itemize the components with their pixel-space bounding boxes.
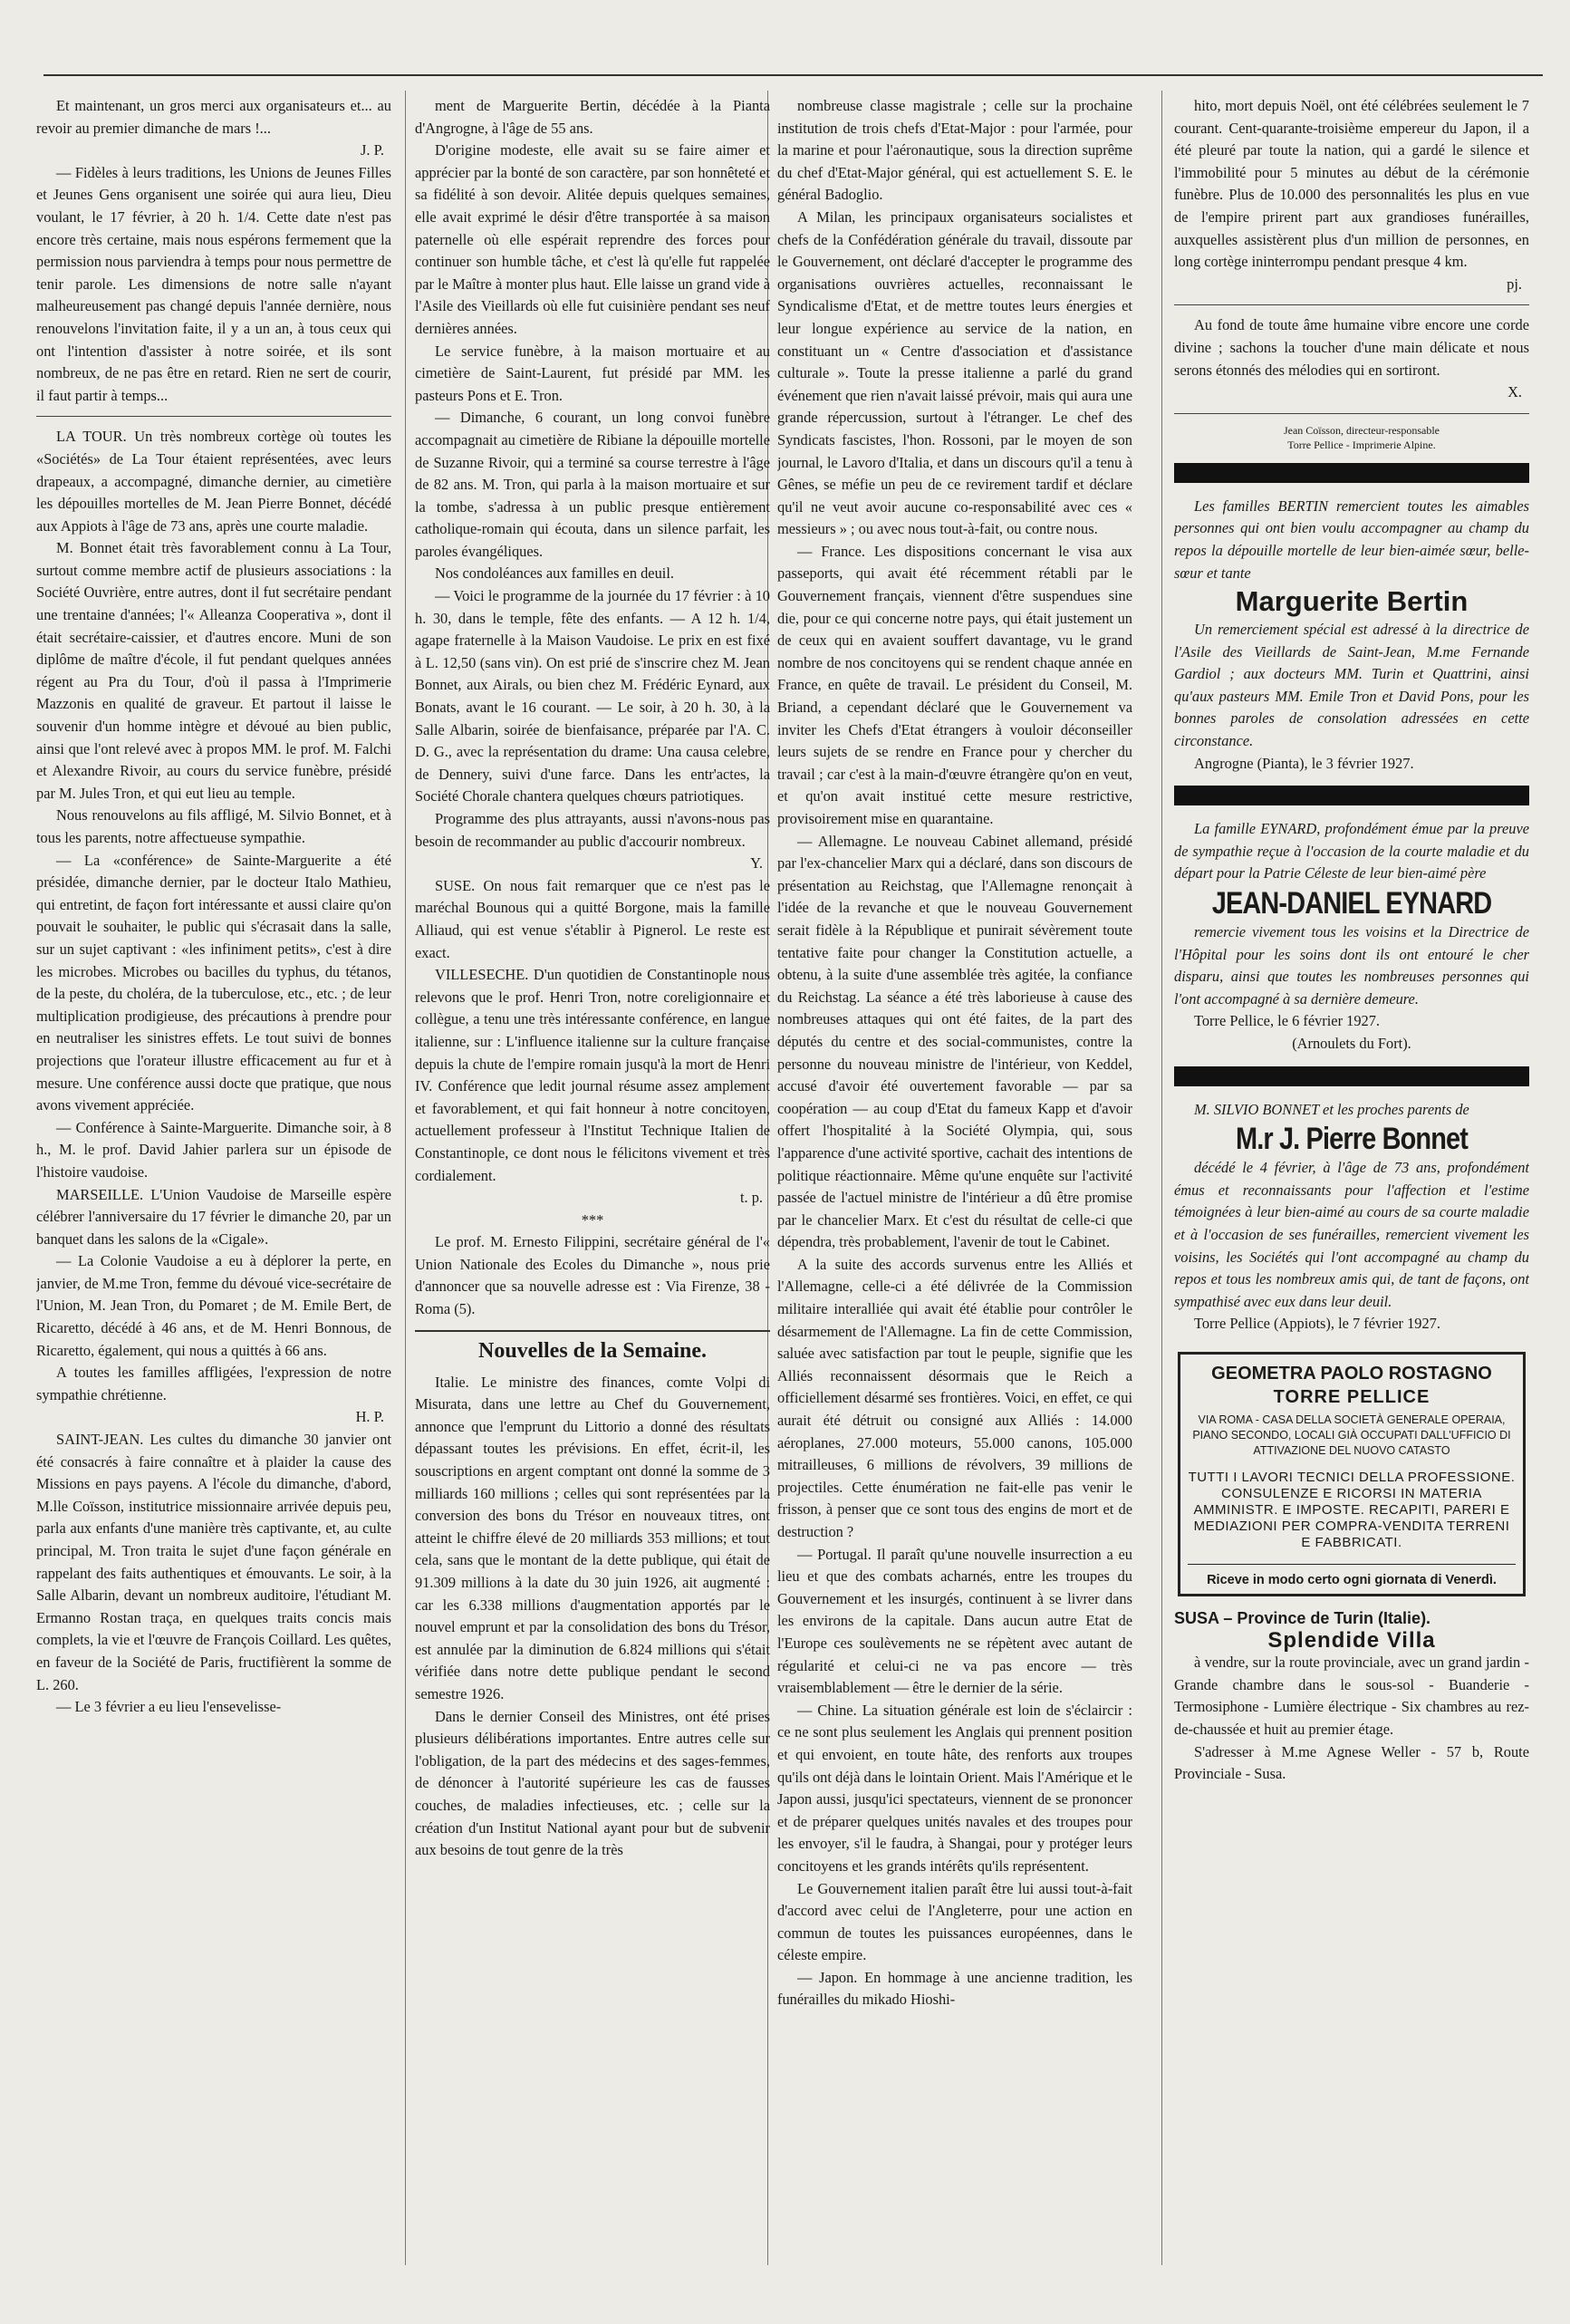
advertisement-rostagno xyxy=(1178,1352,1526,1596)
ad-villa-heading: Splendide Villa xyxy=(1267,1627,1436,1653)
divider xyxy=(36,416,391,417)
paragraph: — Chine. La situation générale est loin de s'éclaircir : ce ne sont plus seulement les Anglais qui prennent position et qui envoient, en toute hâte, des renforts aux troupes qu'ils ont déjà dans le lointain Orient. Mais l'Amérique et le Japon aussi, jusqu'ici spectateurs, viennent de se prononcer et de préparer quelques unités navales et des troupes pour les envoyer, s'il le faudra, à Shangai, pour y protéger leurs concitoyens et les grands intérêts qu'ils représentent. xyxy=(777,1701,1132,1875)
column-4 xyxy=(1174,95,1529,2270)
paragraph: — Allemagne. Le nouveau Cabinet allemand, présidé par l'ex-chancelier Marx qui a déclaré, dans son discours de présentation au Reichstag, que l'Allemagne renonçait à l'idée de la revanche et que le nouveau Gouvernement serait fidèle à la République et punirait sévèrement toute tentative faite pour changer la Constitution actuelle, a obtenu, à la suite d'une assemblée très agitée, la confiance du Reichstag. La séance a été très laborieuse à cause des nombreuses attaques qui ont été faites, de la part des députés du centre et des social-communistes, contre la personne du nouveau ministre de l'intérieur, von Keddel, accusé d'avoir été ouvertement favorable — par sa coopération — au coup d'Etat du fameux Kapp et d'avoir offert l'hospitalité à la Société Olympia, qui, sous l'apparence d'une activité sportive, cachait des intentions de politique réactionnaire. Même qu'une enquête sur l'activité passée de l'actuel ministre de l'intérieur a dû être promise par le chancelier Marx. Et c'est du résultat de celle-ci que dépendra, très probablement, l'avenir de tout le Cabinet. xyxy=(777,832,1132,1251)
notice-eynard xyxy=(1174,818,1529,1055)
paragraph: — Portugal. Il paraît qu'une nouvelle insurrection a eu lieu et que des combats acharnés, entre les troupes du Gouvernement et les insurgés, continuent à se livrer dans les environs de la capitale. Dans aucun autre Etat de l'Europe ces soulèvements ne se répètent avec autant de régularité et celui-ci ne va pas encore — très vraisemblablement — être le dernier de la série. xyxy=(777,1545,1132,1697)
paragraph: — Japon. En hommage à une ancienne tradition, les funérailles du mikado Hioshi- xyxy=(777,1968,1132,2009)
paragraph: Italie. Le ministre des finances, comte Volpi di Misurata, dans une lettre au Chef du Gouvernement, annonce que l'emprunt du Littorio a donné des résultats dépassant toutes les prévisions. En effet, écrit-il, les souscriptions en argent comptant ont donné la somme de 3 milliards 160 millions ; celles qui sont représentées par la conversion des bons du Trésor en nouveaux titres, ont atteint le chiffre élevé de 20 milliards 353 millions; et tout cela, sans que le montant de la dette publique, qui était de 91.309 millions à la date du 30 juin 1926, ait augmenté : car les 6.338 millions d'augmentation apportés par le nouvel emprunt et par la consolidation des bons du Trésor, est annulée par la diminution de 6.824 millions qui s'était vérifiée dans notre dette publique pendant le second semestre 1926. xyxy=(415,1373,770,1702)
ad-name: GEOMETRA PAOLO ROSTAGNO xyxy=(1211,1363,1492,1384)
paragraph: — Fidèles à leurs traditions, les Unions de Jeunes Filles et Jeunes Gens organisent une soirée qui aura lieu, Dieu voulant, le 17 février, à 20 h. 1/4. Cette date n'est pas encore très certaine, mais nous espérons fermement que la permission nous parviendra à temps pour nous permettre de tenir parole. Les dimensions de notre salle n'ayant malheureusement pas changé depuis l'année dernière, nous renouvelons l'invitation faite, il y a un an, à tous ceux qui ont l'intention d'assister à notre soirée, et ils sont nombreux, de ne pas être en retard. Rien ne sert de courir, il faut partir à temps... xyxy=(36,163,391,404)
signature: H. P. xyxy=(355,1408,384,1426)
paragraph: — France. Les dispositions concernant le visa aux passeports, qui avait été récemment rétabli par le Gouvernement français, viennent d'être suspendues sine die, pour ce qui concerne notre pays, qui était justement un de ceux qui en avaient souffert davantage, vu le grand nombre de nos concitoyens qui se rendent chaque année en France, en quête de travail. Le président du Conseil, M. Briand, a cependant déclaré que le Gouvernement va inviter les Chefs d'Etat étrangers à vouloir déconseiller leurs sujets de se rendre en France pour y chercher du travail ; car c'est à la main-d'œuvre étrangère qu'on en veut, et qu'on avait institué cette mesure restrictive, provisoirement mise en quarantaine. xyxy=(777,542,1132,827)
paragraph: Le prof. M. Ernesto Filippini, secrétaire général de l'« Union Nationale des Ecoles du Dimanche », nous prie d'annoncer que sa nouvelle adresse est : Via Firenze, 38 - Roma (5). xyxy=(415,1233,770,1318)
black-bar xyxy=(1174,786,1529,805)
divider xyxy=(1174,413,1529,414)
paragraph: Le Gouvernement italien paraît être lui aussi tout-à-fait d'accord avec celui de l'Angleterre, pour une action en commun de toutes les puissances européennes, dans le céleste empire. xyxy=(777,1879,1132,1964)
paragraph: Le service funèbre, à la maison mortuaire et au cimetière de Saint-Laurent, fut présidé par MM. les pasteurs Pons et E. Tron. xyxy=(415,342,770,404)
signature: X. xyxy=(1507,383,1522,401)
paragraph: — Le 3 février a eu lieu l'ensevelisse- xyxy=(56,1698,282,1716)
paragraph: Nos condoléances aux familles en deuil. xyxy=(435,564,674,583)
black-bar xyxy=(1174,1066,1529,1086)
signature: pj. xyxy=(1507,275,1522,293)
paragraph: — Conférence à Sainte-Marguerite. Dimanche soir, à 8 h., M. le prof. David Jahier parlera sur un épisode de l'histoire vaudoise. xyxy=(36,1118,391,1181)
divider xyxy=(1174,304,1529,305)
notice-place-detail: (Arnoulets du Fort). xyxy=(1292,1035,1411,1052)
notice-place-date: Angrogne (Pianta), le 3 février 1927. xyxy=(1194,754,1414,772)
ad-town: TORRE PELLICE xyxy=(1273,1386,1430,1407)
paragraph: Dans le dernier Conseil des Ministres, ont été prises plusieurs délibérations importantes. Entre autres celle sur l'obligation, de la part des médecins et des sages-femmes, de dénoncer à l'autorité supérieure les cas de fausses couches, de maladies infectieuses, etc. ; celle sur la création d'un Institut National ayant pour but de subvenir aux besoins de tout genre de la très xyxy=(415,1707,770,1859)
notice-intro: Les familles BERTIN remercient toutes les aimables personnes qui ont bien voulu accompagner au champ du repos la dépouille mortelle de leur bien-aimée sœur, belle-sœur et tante xyxy=(1174,497,1529,582)
notice-intro: La famille EYNARD, profondément émue par la preuve de sympathie reçue à l'occasion de la courte maladie et du départ pour la Patrie Céleste de leur bien-aimé père xyxy=(1174,820,1529,882)
notice-intro: M. SILVIO BONNET et les proches parents de xyxy=(1194,1100,1469,1118)
paragraph: A la suite des accords survenus entre les Alliés et l'Allemagne, celle-ci a été délivrée de la Commission militaire interalliée qui avait été établie pour contrôler le désarmement de l'Allemagne. La fin de cette Commission, saluée avec satisfaction par tout le peuple, signifie que les Alliés reconnaissent désormais que le Reich a officiellement désarmé ses frontières. Voici, en effet, ce qui aurait été détruit ou consigné aux Alliés : 14.000 aéroplanes, 27.000 moteurs, 55.000 canons, 105.000 mitrailleuses, 6 millions de révolvers, 39 millions de projectiles. Cette énumération ne fait-elle pas venir le frisson, à penser que ce sont tous des engins de mort et de destruction ? xyxy=(777,1255,1132,1540)
ad-address: VIA ROMA - CASA DELLA SOCIETÀ GENERALE OPERAIA, PIANO SECONDO, LOCALI GIÀ OCCUPATI DALL'UFFICIO DI ATTIVAZIONE DEL NUOVO CATASTO xyxy=(1192,1413,1511,1457)
ad-villa-text: à vendre, sur la route provinciale, avec un grand jardin - Grande chambre dans le sous-sol - Buanderie - Termosiphone - Lumière électrique - Six chambres au rez-de-chaussée et huit au premier étage. xyxy=(1174,1654,1529,1738)
asterism: *** xyxy=(581,1210,604,1229)
ad-villa-contact: S'adresser à M.me Agnese Weller - 57 b, Route Provinciale - Susa. xyxy=(1174,1742,1529,1783)
notice-place-date: Torre Pellice, le 6 février 1927. xyxy=(1194,1012,1381,1030)
column-1 xyxy=(36,95,391,2270)
paragraph: — Dimanche, 6 courant, un long convoi funèbre accompagnait au cimetière de Ribiane la dépouille mortelle de Suzanne Rivoir, qui a terminé sa course terrestre à l'âge de 82 ans. M. Tron, qui parla à la maison mortuaire et sur la tombe, s'adressa à un public presque entièrement catholique-romain qui écouta, dans un silence parfait, les paroles évangéliques. xyxy=(415,409,770,560)
paragraph: VILLESECHE. D'un quotidien de Constantinople nous relevons que le prof. Henri Tron, notre coreligionnaire et collègue, a tenu une très intéressante conférence, en langue italienne, sur : L'influence italienne sur la culture française depuis la chute de l'empire romain jusqu'à la mort de Henri IV. Conférence que ledit journal résume assez amplement et favorablement, et qui fait honneur à notre concitoyen, actuellement professeur à l'Institut Technique Italien de Constantinople, ce dont nous le félicitons vivement et très cordialement. xyxy=(415,966,770,1184)
notice-thanks: décédé le 4 février, à l'âge de 73 ans, profondément émus et reconnaissants pour l'affection et l'estime témoignées à leur bien-aimé au cours de sa courte maladie et à l'occasion de ses funérailles, remercient vivement les voisins, les Sociétés qui l'ont accompagné au champ du repos et tous les nombreux amis qui, de tant de façons, ont sympathisé avec eux dans leur deuil. xyxy=(1174,1159,1529,1310)
paragraph: M. Bonnet était très favorablement connu à La Tour, surtout comme membre actif de plusieurs associations : la Société Ouvrière, entre autres, dont il fut secrétaire pendant une trentaine d'années; l'« Alleanza Cooperativa », dont il était secrétaire-caissier, et d'autres encore. Muni de son diplôme de maître d'école, il fut pendant quelques années régent au Pra du Tour, d'où il passa à l'Imprimerie Mazzonis en qualité de graveur. Et partout il laisse le souvenir d'un homme intègre et dévoué au bien public, ainsi que l'ont relevé avec à propos MM. le prof. M. Falchi et Alexandre Rivoir, au cours du service funèbre, présidé par M. Jules Tron, et qui eut lieu au temple. xyxy=(36,539,391,802)
paragraph: nombreuse classe magistrale ; celle sur la prochaine institution de trois chefs d'Etat-Major : pour l'armée, pour la marine et pour l'aéronautique, sous la direction suprême du chef d'Etat-Major général, qui est actuellement S. E. le général Badoglio. xyxy=(777,97,1132,204)
top-rule xyxy=(43,74,1543,76)
paragraph: Nous renouvelons au fils affligé, M. Silvio Bonnet, et à tous les parents, notre affectueuse sympathie. xyxy=(36,806,391,846)
paragraph: A toutes les familles affligées, l'expression de notre sympathie chrétienne. xyxy=(36,1364,391,1403)
paragraph: D'origine modeste, elle avait su se faire aimer et apprécier par la bonté de son caractère, par son honnêteté et sa fidélité à son devoir. Alitée depuis quelques semaines, elle avait exprimé le désir d'être transportée à sa maison paternelle où elle espérait reprendre des forces pour continuer son humble tâche, et c'est là qu'elle fut rappelée par le Maître à monter plus haut. Elle laisse un grand vide à l'Asile des Vieillards où elle fut cuisinière pendant ses neuf dernières années. xyxy=(415,141,770,337)
deceased-name: JEAN-DANIEL EYNARD xyxy=(1211,886,1492,921)
quote: Au fond de toute âme humaine vibre encore une corde divine ; sachons la toucher d'une main délicate et nous serons étonnés des mélodies qui en sortiront. xyxy=(1174,316,1529,379)
paragraph: Programme des plus attrayants, aussi n'avons-nous pas besoin de recommander au public d'accourir nombreux. xyxy=(415,810,770,850)
paragraph: Et maintenant, un gros merci aux organisateurs et... au revoir au premier dimanche de mars !... xyxy=(36,97,391,137)
ad-hours: Riceve in modo certo ogni giornata di Venerdì. xyxy=(1188,1564,1516,1588)
paragraph: — La «conférence» de Sainte-Marguerite a été présidée, dimanche dernier, par le docteur Italo Mathieu, qui entretint, de façon fort intéressante et aussi claire qu'on pouvait le souhaiter, le public qui s'écrasait dans la salle, sur un sujet captivant : «les infiniment petits», c'est à dire les microbes. Microbes ou bacilles du typhus, du tétanos, de la peste, du choléra, de la tuberculose, etc., etc. ; de leur multiplication prodigieuse, des précautions à prendre pour en neutraliser les sinistres effets. Le tout suivi de bonnes projections que l'orateur illustre efficacement au fur et à mesure. Une conférence aussi docte que pratique, que nous avons vivement appréciée. xyxy=(36,851,391,1114)
paragraph: MARSEILLE. L'Union Vaudoise de Marseille espère célébrer l'anniversaire du 17 février le dimanche 20, par un banquet dans les salons de la «Cigale». xyxy=(36,1185,391,1248)
paragraph: — La Colonie Vaudoise a eu à déplorer la perte, en janvier, de M.me Tron, femme du dévoué vice-secrétaire de l'Union, M. Jean Tron, du Pomaret ; de M. Emile Bert, de Ricaretto, décédé à 46 ans, et de M. Henri Bonnous, de Ricaretto, également, qui nous a quittés à 66 ans. xyxy=(36,1252,391,1359)
notice-thanks: remercie vivement tous les voisins et la Directrice de l'Hôpital pour les soins dont ils ont entouré le cher disparu, ainsi que toutes les nombreuses personnes qui l'ont accompagné à sa dernière demeure. xyxy=(1174,923,1529,1008)
column-separator xyxy=(1161,91,1162,2265)
paragraph: — Voici le programme de la journée du 17 février : à 10 h. 30, dans le temple, fête des enfants. — A 12 h. 1/4, agape fraternelle à la Maison Vaudoise. Le prix en est fixé à L. 12,50 (sans vin). On est prié de s'inscrire chez M. Jean Bonnet, aux Airals, ou bien chez M. Frédéric Eynard, aux Bonats, avant le 16 courant. — Le soir, à 20 h. 30, à la Salle Albarin, soirée de bienfaisance, préparée par l'A. C. D. G., avec la représentation du drame: Una causa celebre, de Dennery, suivi d'une farce. Dans les entr'actes, la Société Chorale chantera quelques chœurs patriotiques. xyxy=(415,587,770,805)
notice-bonnet xyxy=(1174,1099,1529,1336)
signature: t. p. xyxy=(739,1189,763,1207)
black-bar xyxy=(1174,463,1529,483)
imprint-printer: Torre Pellice - Imprimerie Alpine. xyxy=(1287,438,1436,451)
signature: Y. xyxy=(750,854,763,873)
deceased-name: M.r J. Pierre Bonnet xyxy=(1235,1122,1469,1157)
ad-services: TUTTI I LAVORI TECNICI DELLA PROFESSIONE. CONSULENZE E RICORSI IN MATERIA AMMINISTR. E IMPOSTE. RECAPITI, PARERI E MEDIAZIONI PER COMPRA-VENDITA TERRENI E FABBRICATI. xyxy=(1188,1469,1516,1550)
notice-place-date: Torre Pellice (Appiots), le 7 février 1927. xyxy=(1194,1315,1440,1333)
deceased-name: Marguerite Bertin xyxy=(1235,585,1469,618)
column-2 xyxy=(415,95,770,2270)
notice-bertin xyxy=(1174,496,1529,776)
signature: J. P. xyxy=(361,141,384,159)
paragraph: SAINT-JEAN. Les cultes du dimanche 30 janvier ont été consacrés à faire connaître et à plaider la cause des Missions en pays payens. A l'école du dimanche, d'abord, M.lle Coïsson, institutrice missionnaire arrivée depuis peu, parla aux enfants d'une manière très captivante, et, au culte principal, M. Tron traita le sujet d'une façon générale en rappelant des faits authentiques et émouvants. Le soir, à la Salle Albarin, devant un nombreux auditoire, l'étudiant M. Ermanno Rostan traça, en quelques traits concis mais complets, la vie et l'œuvre de François Coillard. Les quêtes, en faveur de la Société de Paris, fructifièrent la somme de L. 260. xyxy=(36,1431,391,1693)
section-heading: Nouvelles de la Semaine. xyxy=(415,1330,770,1365)
paragraph: ment de Marguerite Bertin, décédée à la Pianta d'Angrogne, à l'âge de 55 ans. xyxy=(415,97,770,137)
column-separator xyxy=(405,91,406,2265)
paragraph: hito, mort depuis Noël, ont été célébrées seulement le 7 courant. Cent-quarante-troisième empereur du Japon, il a été pleuré par toute la nation, qui a gardé le silence et l'immobilité pour 5 minutes au début de la cérémonie funèbre. Plus de 10.000 des personnalités les plus en vue de l'empire prirent part aux grandioses funérailles, auxquelles assistèrent plus d'un million de personnes, en long cortège ininterrompu pendant presque 4 km. xyxy=(1174,97,1529,271)
paragraph: A Milan, les principaux organisateurs socialistes et chefs de la Confédération générale du travail, dissoute par le Gouvernement, ont déclaré d'accepter le programme des organisations ouvrières actuelles, reconnaissant le Syndicalisme d'Etat, et de mettre toutes leurs énergies et leur longue expérience au service de la nation, en constituant un « Centre d'association et d'assistance culturale ». Toute la presse italienne a parlé du grand événement que rien n'avait laissé prévoir, mais qui aura une grande répercussion, surtout à l'étranger. Le chef des Syndicats fascistes, l'hon. Rossoni, par le moyen de son journal, le Lavoro d'Italia, et dans un discours qu'il a tenu à Gênes, se méfie un peu de ce revirement tardif et déclare qu'il ne veut avoir aucune co-responsabilité avec ces « messieurs » ; ou avec nous tout-à-fait, ou contre nous. xyxy=(777,207,1132,538)
notice-thanks: Un remerciement spécial est adressé à la directrice de l'Asile des Vieillards de Saint-Jean, M.me Fernande Gardiol ; aux docteurs MM. Turin et Quattrini, ainsi qu'aux pasteurs MM. Emile Tron et David Pons, pour les bonnes paroles de consolation adressées en cette circonstance. xyxy=(1174,621,1529,750)
ad-susa-title: SUSA – Province de Turin (Italie). xyxy=(1174,1608,1431,1627)
paragraph: LA TOUR. Un très nombreux cortège où toutes les «Sociétés» de La Tour étaient représentées, avec leurs drapeaux, a accompagné, dimanche dernier, au cimetière les dépouilles mortelles de M. Jean Pierre Bonnet, décédé aux Appiots à l'âge de 73 ans, après une courte maladie. xyxy=(36,428,391,535)
column-3 xyxy=(777,95,1132,2270)
paragraph: SUSE. On nous fait remarquer que ce n'est pas le maréchal Bounous qui a quitté Borgone, mais la famille Alliaud, qui est venue s'établir à Pignerol. Le reste est exact. xyxy=(415,876,770,961)
imprint-director: Jean Coïsson, directeur-responsable xyxy=(1283,423,1440,437)
